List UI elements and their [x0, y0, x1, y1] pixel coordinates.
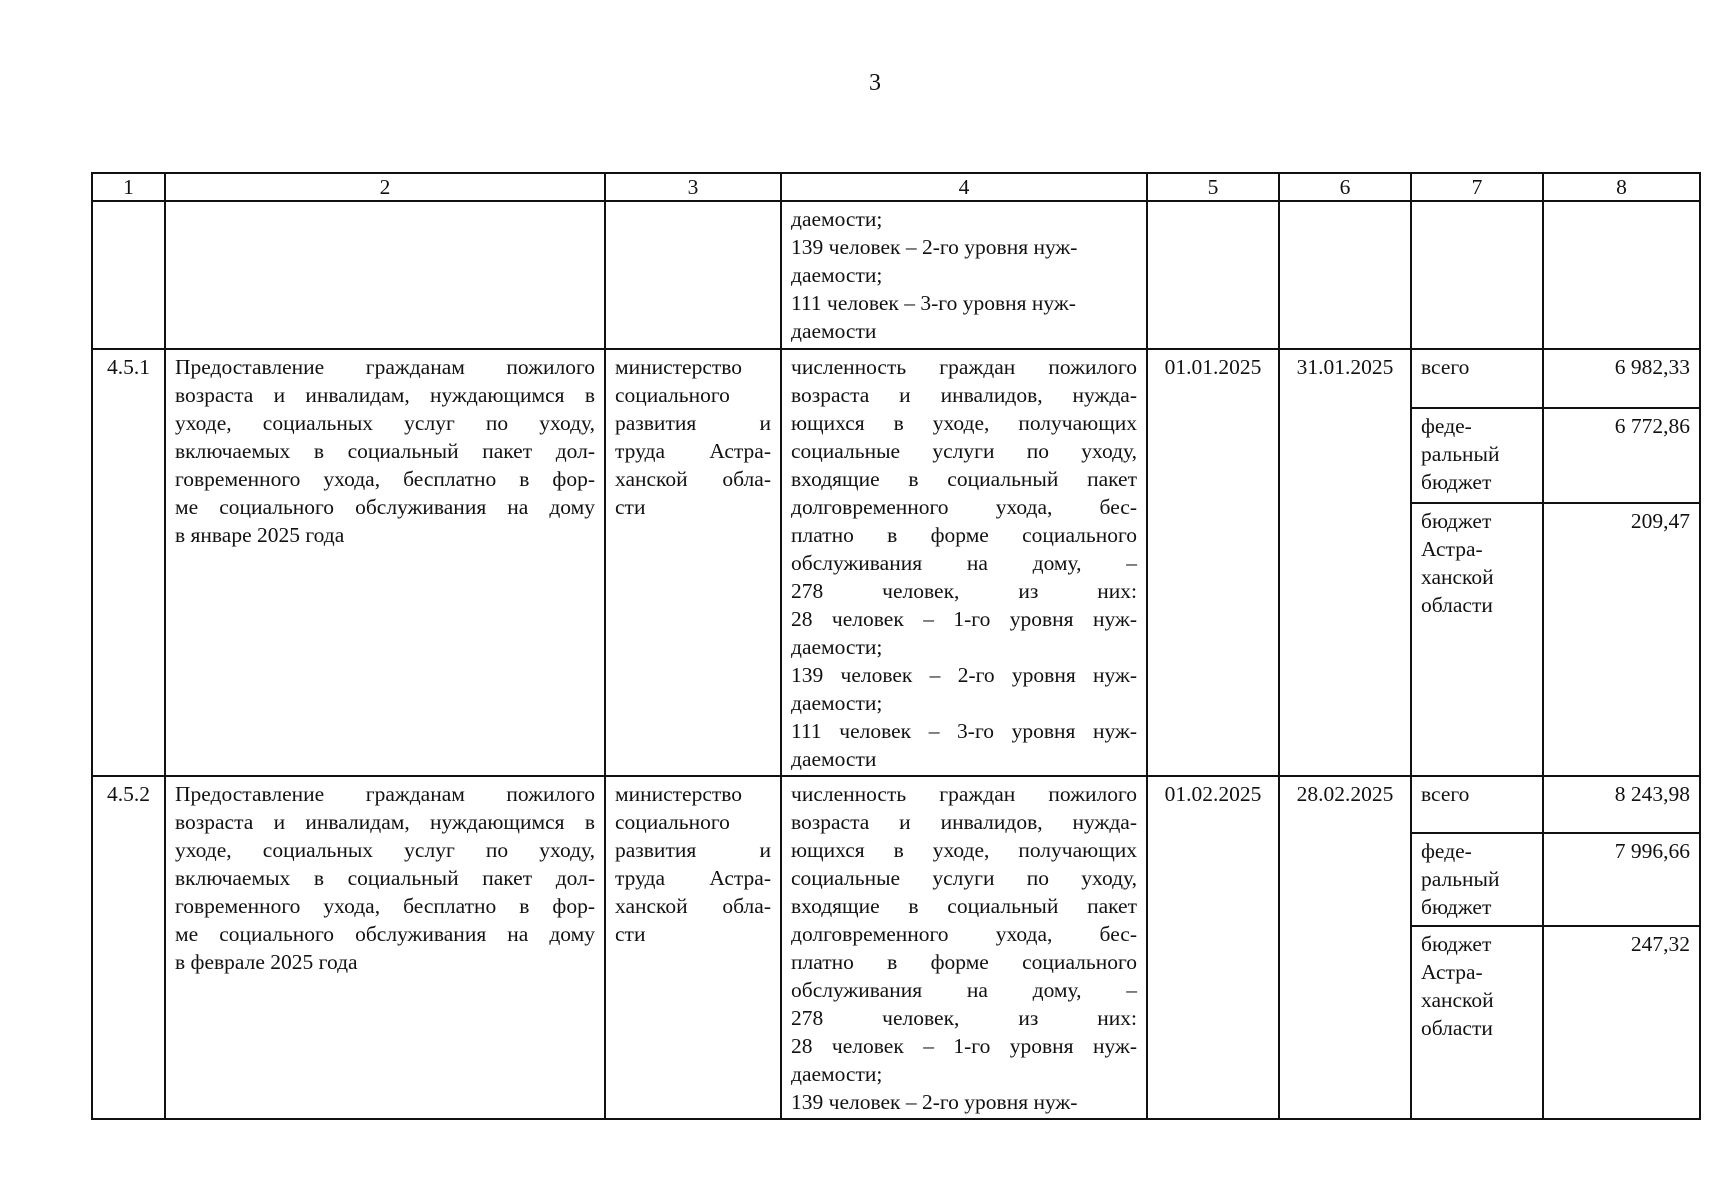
text-line: включаемых в социальный пакет дол- [175, 439, 595, 463]
text-line: развития и [615, 411, 771, 435]
column-header: 7 [1411, 173, 1543, 201]
column-header: 1 [92, 173, 165, 201]
text-line: ральный [1421, 441, 1500, 466]
amount-cell [1543, 201, 1700, 349]
column-header: 2 [165, 173, 605, 201]
continuation-row [92, 201, 1700, 349]
text-line: 139 человек – 2-го уровня нуж- [791, 663, 1137, 687]
text-line: министерство [615, 355, 743, 379]
funding-source-cell [1411, 201, 1543, 349]
text-line: социальные услуги по уходу, [791, 439, 1137, 463]
column-header: 4 [781, 173, 1147, 201]
text-line: труда Астра- [615, 439, 771, 463]
text-line: сти [615, 495, 646, 519]
column-header-row [92, 173, 1700, 201]
text-line: 111 человек – 3-го уровня нуж- [791, 291, 1076, 315]
text-line: социальные услуги по уходу, [791, 866, 1137, 890]
text-line: феде- [1421, 838, 1472, 863]
text-line: даемости; [791, 207, 883, 231]
text-line: Предоставление гражданам пожилого [175, 355, 595, 379]
text-line: всего [1421, 355, 1470, 379]
text-line: бюджет [1421, 509, 1492, 534]
text-line: даемости [791, 747, 877, 771]
measure-row [92, 776, 1700, 833]
funding-source [1411, 503, 1543, 776]
indicator [781, 349, 1147, 776]
measures-table [91, 172, 1701, 1120]
text-line: 28 человек – 1-го уровня нуж- [791, 607, 1137, 631]
text-line: 278 человек, из них: [791, 1006, 1137, 1030]
text-line: ме социального обслуживания на дому [175, 495, 595, 519]
num-cell [92, 201, 165, 349]
funding-source [1411, 349, 1543, 408]
text-line: развития и [615, 838, 771, 862]
text-line: 28 человек – 1-го уровня нуж- [791, 1034, 1137, 1058]
text-line: говременного ухода, бесплатно в фор- [175, 894, 595, 918]
text-line: включаемых в социальный пакет дол- [175, 866, 595, 890]
text-line: ме социального обслуживания на дому [175, 922, 595, 946]
text-line: сти [615, 922, 646, 946]
event-cell [165, 201, 605, 349]
text-line: входящие в социальный пакет [791, 894, 1137, 918]
measure-row [92, 349, 1700, 408]
measure-description [165, 776, 605, 1119]
funding-amount: 6 772,86 [1543, 408, 1700, 503]
text-line: 111 человек – 3-го уровня нуж- [791, 719, 1137, 743]
page-number: 3 [869, 70, 881, 96]
text-line: даемости; [791, 635, 883, 659]
text-line: входящие в социальный пакет [791, 467, 1137, 491]
text-line: обслуживания на дому, – [791, 551, 1137, 575]
text-line: Предоставление гражданам пожилого [175, 782, 595, 806]
text-line: всего [1421, 782, 1470, 806]
text-line: платно в форме социального [791, 523, 1137, 547]
indicator-cell [781, 201, 1147, 349]
text-line: ханской обла- [615, 467, 771, 491]
text-line: ханской обла- [615, 894, 771, 918]
text-line: даемости; [791, 691, 883, 715]
text-line: ханской [1421, 987, 1494, 1012]
text-line: Астра- [1421, 537, 1483, 562]
funding-amount: 209,47 [1543, 503, 1700, 776]
text-line: даемости [791, 319, 877, 343]
column-header: 6 [1279, 173, 1411, 201]
text-line: 139 человек – 2-го уровня нуж- [791, 235, 1078, 259]
text-line: возраста и инвалидов, нужда- [791, 810, 1137, 834]
measure-number: 4.5.1 [92, 349, 165, 776]
text-line: уходе, социальных услуг по уходу, [175, 411, 595, 435]
text-line: области [1421, 593, 1493, 618]
text-line: феде- [1421, 413, 1472, 438]
text-line: 139 человек – 2-го уровня нуж- [791, 1090, 1078, 1114]
text-line: 278 человек, из них: [791, 579, 1137, 603]
executor-cell [605, 201, 781, 349]
text-line: министерство [615, 782, 743, 806]
text-line: возраста и инвалидам, нуждающимся в [175, 810, 595, 834]
text-line: области [1421, 1015, 1493, 1040]
text-line: труда Астра- [615, 866, 771, 890]
text-line: долговременного ухода, бес- [791, 922, 1137, 946]
end-date: 28.02.2025 [1279, 776, 1411, 1119]
column-header: 3 [605, 173, 781, 201]
start-date-cell [1147, 201, 1279, 349]
text-line: долговременного ухода, бес- [791, 495, 1137, 519]
text-line: платно в форме социального [791, 950, 1137, 974]
text-line: ральный [1421, 866, 1500, 891]
funding-amount: 8 243,98 [1543, 776, 1700, 833]
text-line: численность граждан пожилого [791, 355, 1137, 379]
text-line: в январе 2025 года [175, 523, 345, 547]
text-line: бюджет [1421, 894, 1492, 919]
text-line: ющихся в уходе, получающих [791, 838, 1137, 862]
text-line: бюджет [1421, 469, 1492, 494]
text-line: социального [615, 383, 730, 407]
text-line: возраста и инвалидам, нуждающимся в [175, 383, 595, 407]
column-header: 8 [1543, 173, 1700, 201]
text-line: Астра- [1421, 959, 1483, 984]
text-line: обслуживания на дому, – [791, 978, 1137, 1002]
text-line: численность граждан пожилого [791, 782, 1137, 806]
funding-amount: 7 996,66 [1543, 833, 1700, 926]
text-line: даемости; [791, 263, 883, 287]
text-line: в феврале 2025 года [175, 950, 358, 974]
indicator [781, 776, 1147, 1119]
funding-source [1411, 926, 1543, 1119]
column-header: 5 [1147, 173, 1279, 201]
text-line: говременного ухода, бесплатно в фор- [175, 467, 595, 491]
funding-source [1411, 776, 1543, 833]
text-line: возраста и инвалидов, нужда- [791, 383, 1137, 407]
funding-amount: 6 982,33 [1543, 349, 1700, 408]
funding-source [1411, 408, 1543, 503]
start-date: 01.02.2025 [1147, 776, 1279, 1119]
text-line: ханской [1421, 565, 1494, 590]
funding-source [1411, 833, 1543, 926]
start-date: 01.01.2025 [1147, 349, 1279, 776]
funding-amount: 247,32 [1543, 926, 1700, 1119]
text-line: социального [615, 810, 730, 834]
measure-number: 4.5.2 [92, 776, 165, 1119]
end-date: 31.01.2025 [1279, 349, 1411, 776]
text-line: бюджет [1421, 931, 1492, 956]
measure-description [165, 349, 605, 776]
text-line: даемости; [791, 1062, 883, 1086]
executor [605, 776, 781, 1119]
end-date-cell [1279, 201, 1411, 349]
executor [605, 349, 781, 776]
text-line: ющихся в уходе, получающих [791, 411, 1137, 435]
text-line: уходе, социальных услуг по уходу, [175, 838, 595, 862]
